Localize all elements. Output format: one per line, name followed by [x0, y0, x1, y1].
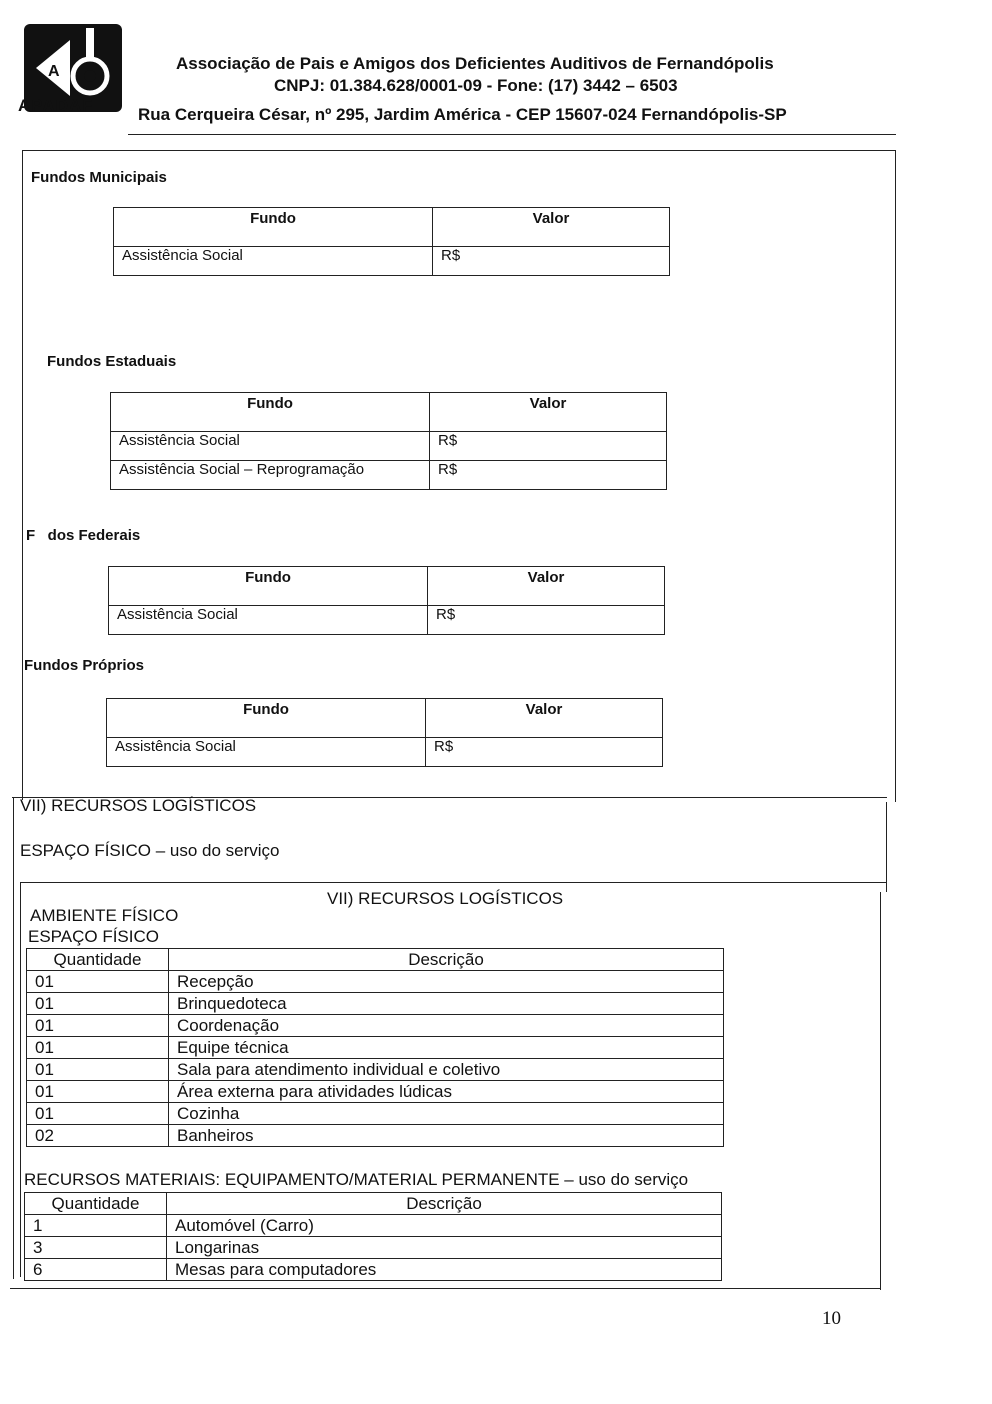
table-header-row	[114, 208, 670, 247]
logistics-section-title: VII) RECURSOS LOGÍSTICOS	[20, 796, 257, 815]
value-cell: R$	[428, 606, 665, 635]
table-header-row	[111, 393, 667, 432]
description-cell: Longarinas	[167, 1237, 722, 1259]
page-number: 10	[822, 1308, 841, 1329]
value-cell: R$	[430, 432, 667, 461]
table-row	[111, 432, 667, 461]
materials-title: RECURSOS MATERIAIS: EQUIPAMENTO/MATERIAL PERMANENTE – uso do serviço	[24, 1170, 689, 1189]
fundos-estaduais-table	[110, 392, 667, 490]
fund-cell: Assistência Social	[111, 432, 430, 461]
col-fund-header: Fundo	[107, 699, 426, 738]
quantity-cell: 01	[27, 1015, 169, 1037]
inner-box-left	[20, 882, 21, 1277]
fundos-proprios-title: Fundos Próprios	[24, 657, 144, 674]
quantity-cell: 1	[25, 1215, 167, 1237]
inner-box-top	[20, 882, 886, 883]
col-fund-header: Fundo	[111, 393, 430, 432]
description-cell: Banheiros	[169, 1125, 724, 1147]
logistics-frame-right	[886, 802, 887, 892]
value-cell: R$	[426, 738, 663, 767]
col-value-header: Valor	[433, 208, 670, 247]
table-row	[27, 1037, 724, 1059]
fundos-federais-title: F dos Federais	[26, 527, 141, 544]
inner-box-bottom	[10, 1288, 881, 1289]
table-header-row	[107, 699, 663, 738]
table-row	[114, 247, 670, 276]
organization-name: Associação de Pais e Amigos dos Deficientes Auditivos de Fernandópolis	[176, 54, 774, 73]
address: Rua Cerqueira César, nº 295, Jardim América - CEP 15607-024 Fernandópolis-SP	[138, 105, 787, 124]
table-row	[25, 1215, 722, 1237]
description-cell: Mesas para computadores	[167, 1259, 722, 1281]
table-header-row	[109, 567, 665, 606]
quantity-cell: 01	[27, 1059, 169, 1081]
table-row	[109, 606, 665, 635]
col-fund-header: Fundo	[109, 567, 428, 606]
espaco-fisico-table	[26, 948, 724, 1147]
col-value-header: Valor	[430, 393, 667, 432]
quantity-cell: 01	[27, 1037, 169, 1059]
fundos-municipais-table	[113, 207, 670, 276]
description-cell: Sala para atendimento individual e coletivo	[169, 1059, 724, 1081]
frame-right-upper	[895, 150, 896, 802]
table-row	[27, 1103, 724, 1125]
fund-cell: Assistência Social	[107, 738, 426, 767]
space-subtitle: ESPAÇO FÍSICO – uso do serviço	[20, 841, 280, 860]
description-cell: Cozinha	[169, 1103, 724, 1125]
table-row	[27, 1015, 724, 1037]
ambiente-fisico-label: AMBIENTE FÍSICO	[30, 906, 179, 925]
col-quantity-header: Quantidade	[27, 949, 169, 971]
fund-cell: Assistência Social	[109, 606, 428, 635]
quantity-cell: 3	[25, 1237, 167, 1259]
table-header-row	[25, 1193, 722, 1215]
value-cell: R$	[430, 461, 667, 490]
frame-left-upper	[22, 150, 23, 800]
value-cell: R$	[433, 247, 670, 276]
col-value-header: Valor	[426, 699, 663, 738]
description-cell: Brinquedoteca	[169, 993, 724, 1015]
table-row	[111, 461, 667, 490]
table-row	[25, 1259, 722, 1281]
cnpj-phone: CNPJ: 01.384.628/0001-09 - Fone: (17) 3442 – 6503	[274, 76, 678, 95]
svg-text:A: A	[48, 63, 60, 80]
quantity-cell: 02	[27, 1125, 169, 1147]
header-rule	[128, 134, 896, 135]
description-cell: Automóvel (Carro)	[167, 1215, 722, 1237]
table-row	[27, 993, 724, 1015]
table-row	[27, 1125, 724, 1147]
quantity-cell: 01	[27, 993, 169, 1015]
espaco-fisico-label: ESPAÇO FÍSICO	[28, 927, 159, 946]
frame-top	[22, 150, 896, 151]
fundos-municipais-title: Fundos Municipais	[31, 169, 167, 186]
quantity-cell: 01	[27, 1103, 169, 1125]
logistics-frame-left	[13, 797, 14, 1279]
materials-table	[24, 1192, 722, 1281]
quantity-cell: 6	[25, 1259, 167, 1281]
fundos-estaduais-title: Fundos Estaduais	[47, 353, 177, 370]
col-description-header: Descrição	[169, 949, 724, 971]
table-header-row	[27, 949, 724, 971]
description-cell: Coordenação	[169, 1015, 724, 1037]
fundos-federais-table	[108, 566, 665, 635]
logo-text: APADAF	[18, 96, 94, 115]
table-row	[107, 738, 663, 767]
inner-box-right	[880, 892, 881, 1290]
fundos-proprios-table	[106, 698, 663, 767]
col-fund-header: Fundo	[114, 208, 433, 247]
col-value-header: Valor	[428, 567, 665, 606]
description-cell: Área externa para atividades lúdicas	[169, 1081, 724, 1103]
table-row	[27, 1081, 724, 1103]
quantity-cell: 01	[27, 1081, 169, 1103]
quantity-cell: 01	[27, 971, 169, 993]
description-cell: Equipe técnica	[169, 1037, 724, 1059]
table-row	[27, 1059, 724, 1081]
table-row	[25, 1237, 722, 1259]
fund-cell: Assistência Social – Reprogramação	[111, 461, 430, 490]
table-row	[27, 971, 724, 993]
col-description-header: Descrição	[167, 1193, 722, 1215]
description-cell: Recepção	[169, 971, 724, 993]
inner-logistics-title: VII) RECURSOS LOGÍSTICOS	[327, 889, 564, 908]
col-quantity-header: Quantidade	[25, 1193, 167, 1215]
fund-cell: Assistência Social	[114, 247, 433, 276]
